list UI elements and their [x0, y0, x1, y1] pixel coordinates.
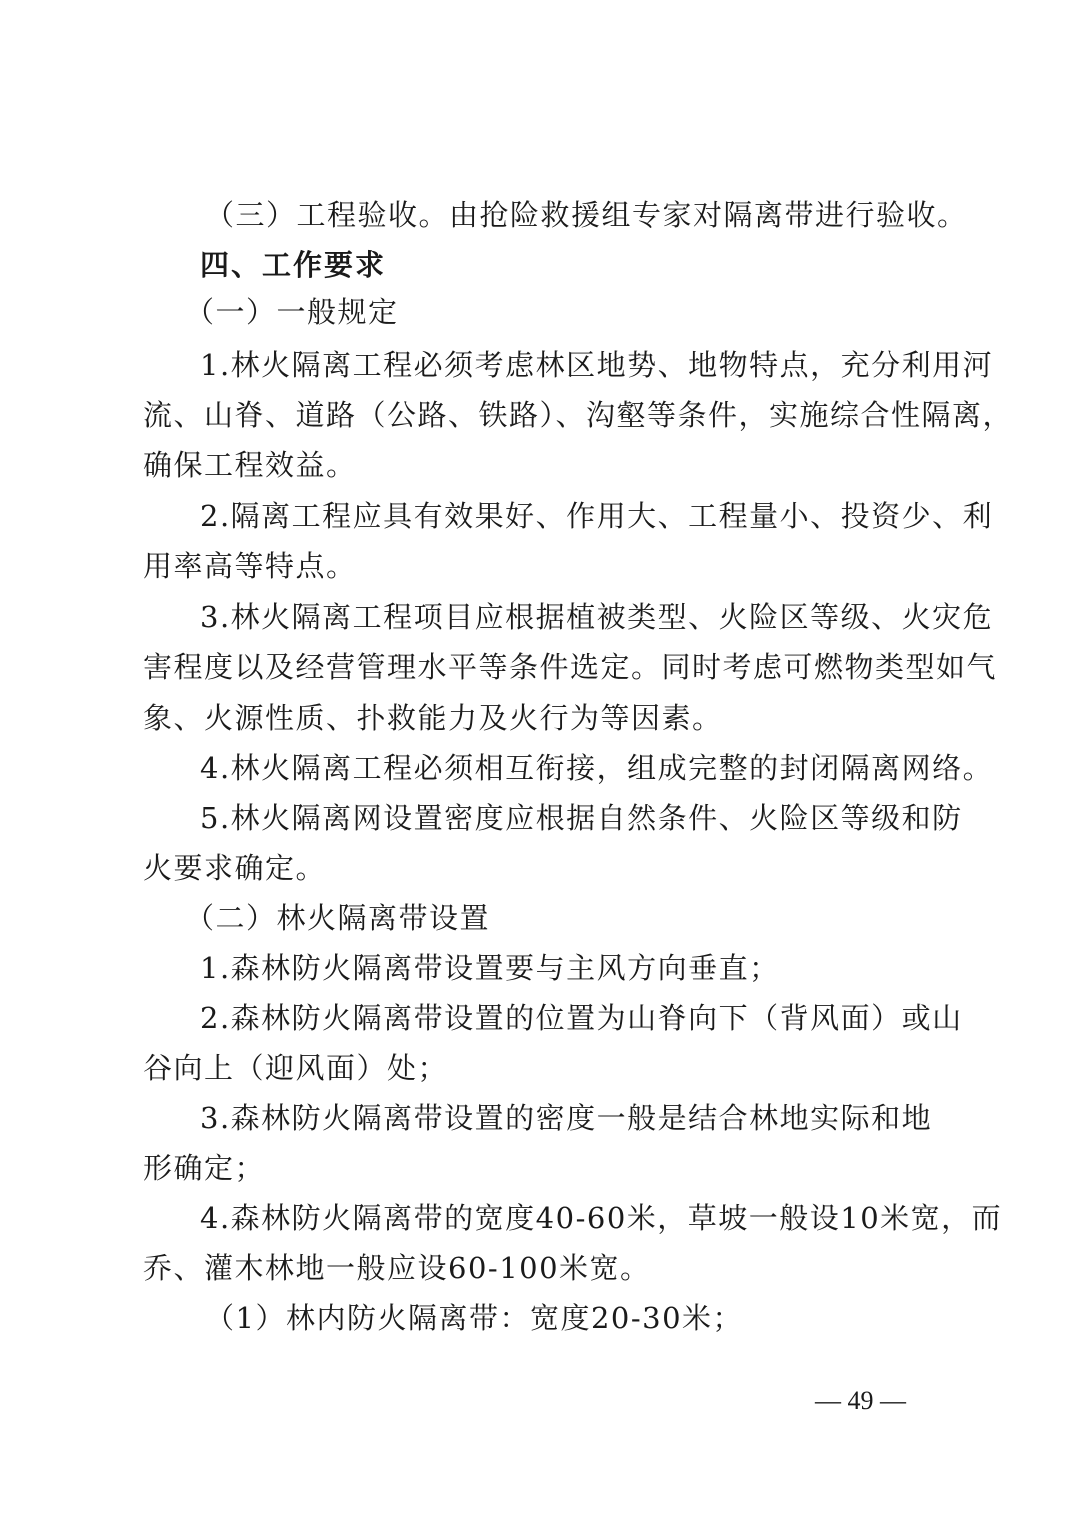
paragraph-line: 火要求确定。: [143, 851, 327, 885]
paragraph-line: 2.隔离工程应具有效果好、作用大、工程量小、投资少、利: [200, 499, 994, 533]
section-three-acceptance: （三）工程验收。由抢险救援组专家对隔离带进行验收。: [205, 198, 968, 232]
paragraph-line: 流、山脊、道路（公路、铁路）、沟壑等条件，实施综合性隔离，: [143, 398, 1014, 432]
paragraph-line: 乔、灌木林地一般应设60-100米宽。: [143, 1251, 651, 1285]
paragraph-line: 谷向上（迎风面）处；: [143, 1051, 449, 1085]
paragraph-line: 4.森林防火隔离带的宽度40-60米，草坡一般设10米宽，而: [200, 1201, 1003, 1235]
paragraph-line: 3.林火隔离工程项目应根据植被类型、火险区等级、火灾危: [200, 600, 994, 634]
paragraph-line: 1.林火隔离工程必须考虑林区地势、地物特点，充分利用河: [200, 348, 994, 382]
paragraph-line: 象、火源性质、扑救能力及火行为等因素。: [143, 701, 723, 735]
paragraph-line: 形确定；: [143, 1151, 266, 1185]
paragraph-line: 用率高等特点。: [143, 549, 357, 583]
paragraph-line: 1.森林防火隔离带设置要与主风方向垂直；: [200, 951, 780, 985]
subheading-firebreak-setup: （二）林火隔离带设置: [185, 901, 491, 935]
paragraph-line: 5.林火隔离网设置密度应根据自然条件、火险区等级和防: [200, 801, 963, 835]
paragraph-line: 害程度以及经营管理水平等条件选定。同时考虑可燃物类型如气: [143, 650, 998, 684]
paragraph-line: （1）林内防火隔离带：宽度20-30米；: [205, 1301, 744, 1335]
page-number: — 49 —: [815, 1386, 906, 1415]
subheading-general-rules: （一）一般规定: [185, 295, 399, 329]
heading-work-requirements: 四、工作要求: [200, 248, 387, 282]
paragraph-line: 确保工程效益。: [143, 448, 357, 482]
paragraph-line: 3.森林防火隔离带设置的密度一般是结合林地实际和地: [200, 1101, 933, 1135]
paragraph-line: 2.森林防火隔离带设置的位置为山脊向下（背风面）或山: [200, 1001, 963, 1035]
paragraph-line: 4.林火隔离工程必须相互衔接，组成完整的封闭隔离网络。: [200, 751, 994, 785]
